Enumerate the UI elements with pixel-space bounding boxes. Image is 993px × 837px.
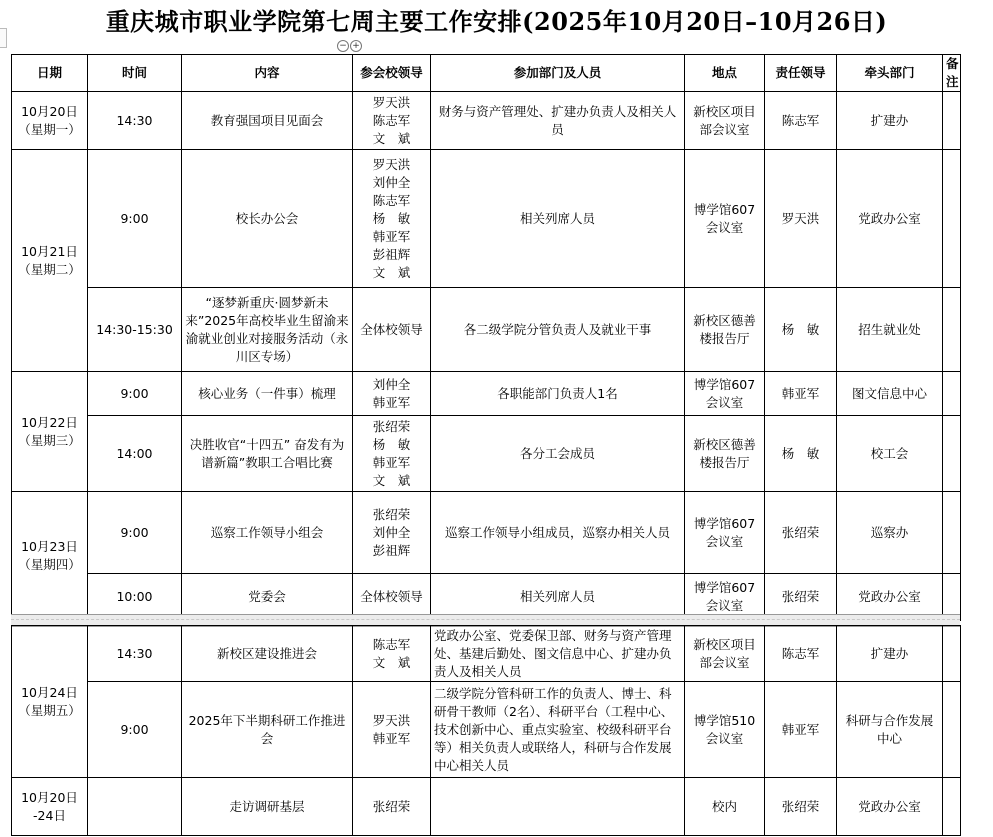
table-row [12,372,961,416]
dept-cell: 巡察办 [837,492,943,574]
dept-cell: 党政办公室 [837,574,943,621]
attendees-cell: 财务与资产管理处、扩建办负责人及相关人员 [431,92,685,150]
note-cell [943,150,961,288]
schedule-table-page-1 [11,54,961,621]
header-date: 日期 [12,55,88,92]
time-cell: 14:30 [88,626,182,682]
dept-cell: 党政办公室 [837,150,943,288]
header-row [12,55,961,92]
zoom-out-icon[interactable]: − [337,40,349,52]
content-cell: 教育强国项目见面会 [182,92,353,150]
content-cell: 校长办公会 [182,150,353,288]
responsible-cell: 张绍荣 [765,574,837,621]
date-cell: 10月21日 （星期二） [12,150,88,372]
date-cell: 10月23日 （星期四） [12,492,88,621]
responsible-cell: 罗天洪 [765,150,837,288]
responsible-cell: 陈志军 [765,626,837,682]
table-row [12,150,961,288]
note-cell [943,416,961,492]
responsible-cell: 陈志军 [765,92,837,150]
place-cell: 新校区德善楼报告厅 [685,288,765,372]
note-cell [943,682,961,778]
attendees-cell: 相关列席人员 [431,150,685,288]
place-cell: 博学馆607会议室 [685,574,765,621]
place-cell: 新校区项目部会议室 [685,626,765,682]
header-responsible: 责任领导 [765,55,837,92]
content-cell: “逐梦新重庆·圆梦新未来”2025年高校毕业生留渝来渝就业创业对接服务活动（永川区专场） [182,288,353,372]
place-cell: 博学馆510会议室 [685,682,765,778]
note-cell [943,92,961,150]
header-place: 地点 [685,55,765,92]
time-cell: 9:00 [88,150,182,288]
responsible-cell: 韩亚军 [765,682,837,778]
dept-cell: 扩建办 [837,92,943,150]
date-cell: 10月20日 -24日 [12,778,88,836]
header-leaders: 参会校领导 [353,55,431,92]
leaders-cell: 陈志军 文 斌 [353,626,431,682]
place-cell: 新校区德善楼报告厅 [685,416,765,492]
header-lead-dept: 牵头部门 [837,55,943,92]
responsible-cell: 韩亚军 [765,372,837,416]
table-row [12,288,961,372]
time-cell: 9:00 [88,682,182,778]
date-cell: 10月20日 （星期一） [12,92,88,150]
attendees-cell: 各分工会成员 [431,416,685,492]
note-cell [943,778,961,836]
leaders-cell: 罗天洪 陈志军 文 斌 [353,92,431,150]
responsible-cell: 张绍荣 [765,492,837,574]
content-cell: 走访调研基层 [182,778,353,836]
attendees-cell: 各二级学院分管负责人及就业干事 [431,288,685,372]
responsible-cell: 杨 敏 [765,416,837,492]
table-row [12,626,961,682]
leaders-cell: 张绍荣 [353,778,431,836]
leaders-cell: 全体校领导 [353,288,431,372]
attendees-cell: 党政办公室、党委保卫部、财务与资产管理处、基建后勤处、图文信息中心、扩建办负责人及相关人员 [431,626,685,682]
place-cell: 校内 [685,778,765,836]
place-cell: 博学馆607会议室 [685,150,765,288]
responsible-cell: 张绍荣 [765,778,837,836]
dept-cell: 扩建办 [837,626,943,682]
place-cell: 博学馆607会议室 [685,492,765,574]
date-cell: 10月24日 （星期五） [12,626,88,778]
table-row [12,682,961,778]
header-time: 时间 [88,55,182,92]
header-attendees: 参加部门及人员 [431,55,685,92]
time-cell: 10:00 [88,574,182,621]
dept-cell: 图文信息中心 [837,372,943,416]
date-cell: 10月22日 （星期三） [12,372,88,492]
header-content: 内容 [182,55,353,92]
table-row [12,416,961,492]
leaders-cell: 张绍荣 杨 敏 韩亚军 文 斌 [353,416,431,492]
page-title: 重庆城市职业学院第七周主要工作安排(2025年10月20日–10月26日) [105,7,888,36]
note-cell [943,372,961,416]
content-cell: 巡察工作领导小组会 [182,492,353,574]
content-cell: 党委会 [182,574,353,621]
content-cell: 2025年下半期科研工作推进会 [182,682,353,778]
leaders-cell: 罗天洪 刘仲全 陈志军 杨 敏 韩亚军 彭祖辉 文 斌 [353,150,431,288]
leaders-cell: 全体校领导 [353,574,431,621]
time-cell: 14:30 [88,92,182,150]
leaders-cell: 刘仲全 韩亚军 [353,372,431,416]
place-cell: 博学馆607会议室 [685,372,765,416]
note-cell [943,626,961,682]
dept-cell: 科研与合作发展中心 [837,682,943,778]
header-note: 备注 [943,55,961,92]
schedule-table-page-2 [11,625,961,836]
content-cell: 核心业务（一件事）梳理 [182,372,353,416]
zoom-control[interactable] [337,40,362,52]
table-row [12,492,961,574]
dept-cell: 校工会 [837,416,943,492]
time-cell: 14:00 [88,416,182,492]
leaders-cell: 张绍荣 刘仲全 彭祖辉 [353,492,431,574]
time-cell [88,778,182,836]
dept-cell: 招生就业处 [837,288,943,372]
time-cell: 14:30-15:30 [88,288,182,372]
attendees-cell: 巡察工作领导小组成员，巡察办相关人员 [431,492,685,574]
content-cell: 决胜收官“十四五” 奋发有为谱新篇”教职工合唱比赛 [182,416,353,492]
time-cell: 9:00 [88,492,182,574]
note-cell [943,288,961,372]
note-cell [943,492,961,574]
content-cell: 新校区建设推进会 [182,626,353,682]
page-edge-marker [0,28,7,48]
table-row [12,92,961,150]
attendees-cell [431,778,685,836]
attendees-cell: 相关列席人员 [431,574,685,621]
place-cell: 新校区项目部会议室 [685,92,765,150]
dept-cell: 党政办公室 [837,778,943,836]
attendees-cell: 各职能部门负责人1名 [431,372,685,416]
time-cell: 9:00 [88,372,182,416]
table-row [12,778,961,836]
attendees-cell: 二级学院分管科研工作的负责人、博士、科研骨干教师（2名）、科研平台（工程中心、技术创新中心、重点实验室、校级科研平台等）相关负责人或联络人，科研与合作发展中心相关人员 [431,682,685,778]
zoom-in-icon[interactable]: + [350,40,362,52]
responsible-cell: 杨 敏 [765,288,837,372]
leaders-cell: 罗天洪 韩亚军 [353,682,431,778]
